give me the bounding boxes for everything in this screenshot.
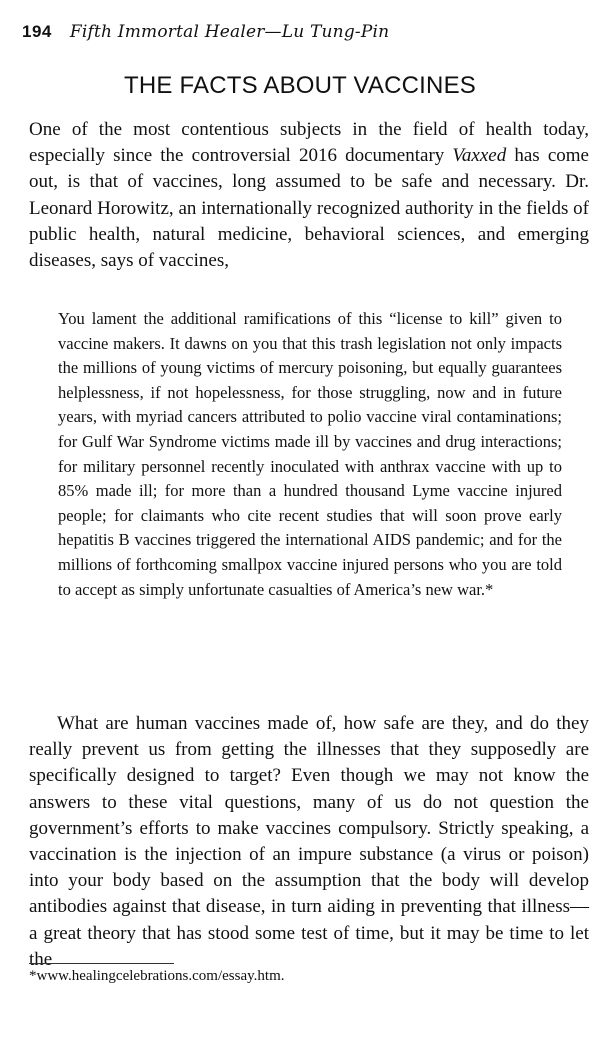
block-quote: You lament the additional ramifications of this “license to kill” given to vaccine makers. It dawns on you that this trash legislation not only impacts the millions of young victims of mercury poisoning, but equally guarantees helplessness, if not hopelessness, for those struggling, now and in future years, with myriad cancers attributed to polio vaccine viral contaminations; for Gulf War Syndrome victims made ill by vaccines and drug interactions; for military personnel recently inoculated with anthrax vaccine with up to 85% made ill; for more than a hundred thousand Lyme vaccine injured people; for claimants who cite recent studies that will soon prove early hepatitis B vaccines triggered the international AIDS pandemic; and for the millions of forthcoming smallpox vaccine injured persons who you are told to accept as simply unfortunate casualties of America’s new war.* bbox=[58, 309, 562, 599]
page-number: 194 bbox=[22, 22, 52, 41]
paragraph-questions: What are human vaccines made of, how safe are they, and do they really prevent us from getting the illnesses that they supposedly are specifically designed to target? Even though we may not know the answers to these vital questions, many of us do not question the government’s efforts to make vaccines compulsory. Strictly speaking, a vaccination is the injection of an impure substance (a virus or poison) into your body based on the assumption that the body will develop antibodies against that disease, in turn aiding in preventing that illness—a great theory that has stood some test of time, but it may be time to let the bbox=[29, 713, 589, 970]
footnote-rule bbox=[29, 963, 174, 964]
paragraph-intro-text-1: One of the most contentious subjects in the field of health today, especially since the controversial 2016 documentary bbox=[29, 119, 589, 167]
film-title: Vaxxed bbox=[452, 145, 507, 167]
book-title: Fifth Immortal Healer—Lu Tung-Pin bbox=[69, 22, 390, 42]
running-head bbox=[22, 22, 389, 42]
footnote: *www.healingcelebrations.com/essay.htm. bbox=[29, 968, 285, 984]
section-heading: THE FACTS ABOUT VACCINES bbox=[124, 72, 476, 99]
paragraph-intro-text-2: has come out, is that of vaccines, long assumed to be safe and necessary. Dr. Leonard Horowitz, an internationally recognized authority in the fields of public health, natural medicine, behavioral sciences, and emerging diseases, says of vaccines, bbox=[29, 145, 589, 272]
paragraph-intro bbox=[29, 117, 589, 274]
